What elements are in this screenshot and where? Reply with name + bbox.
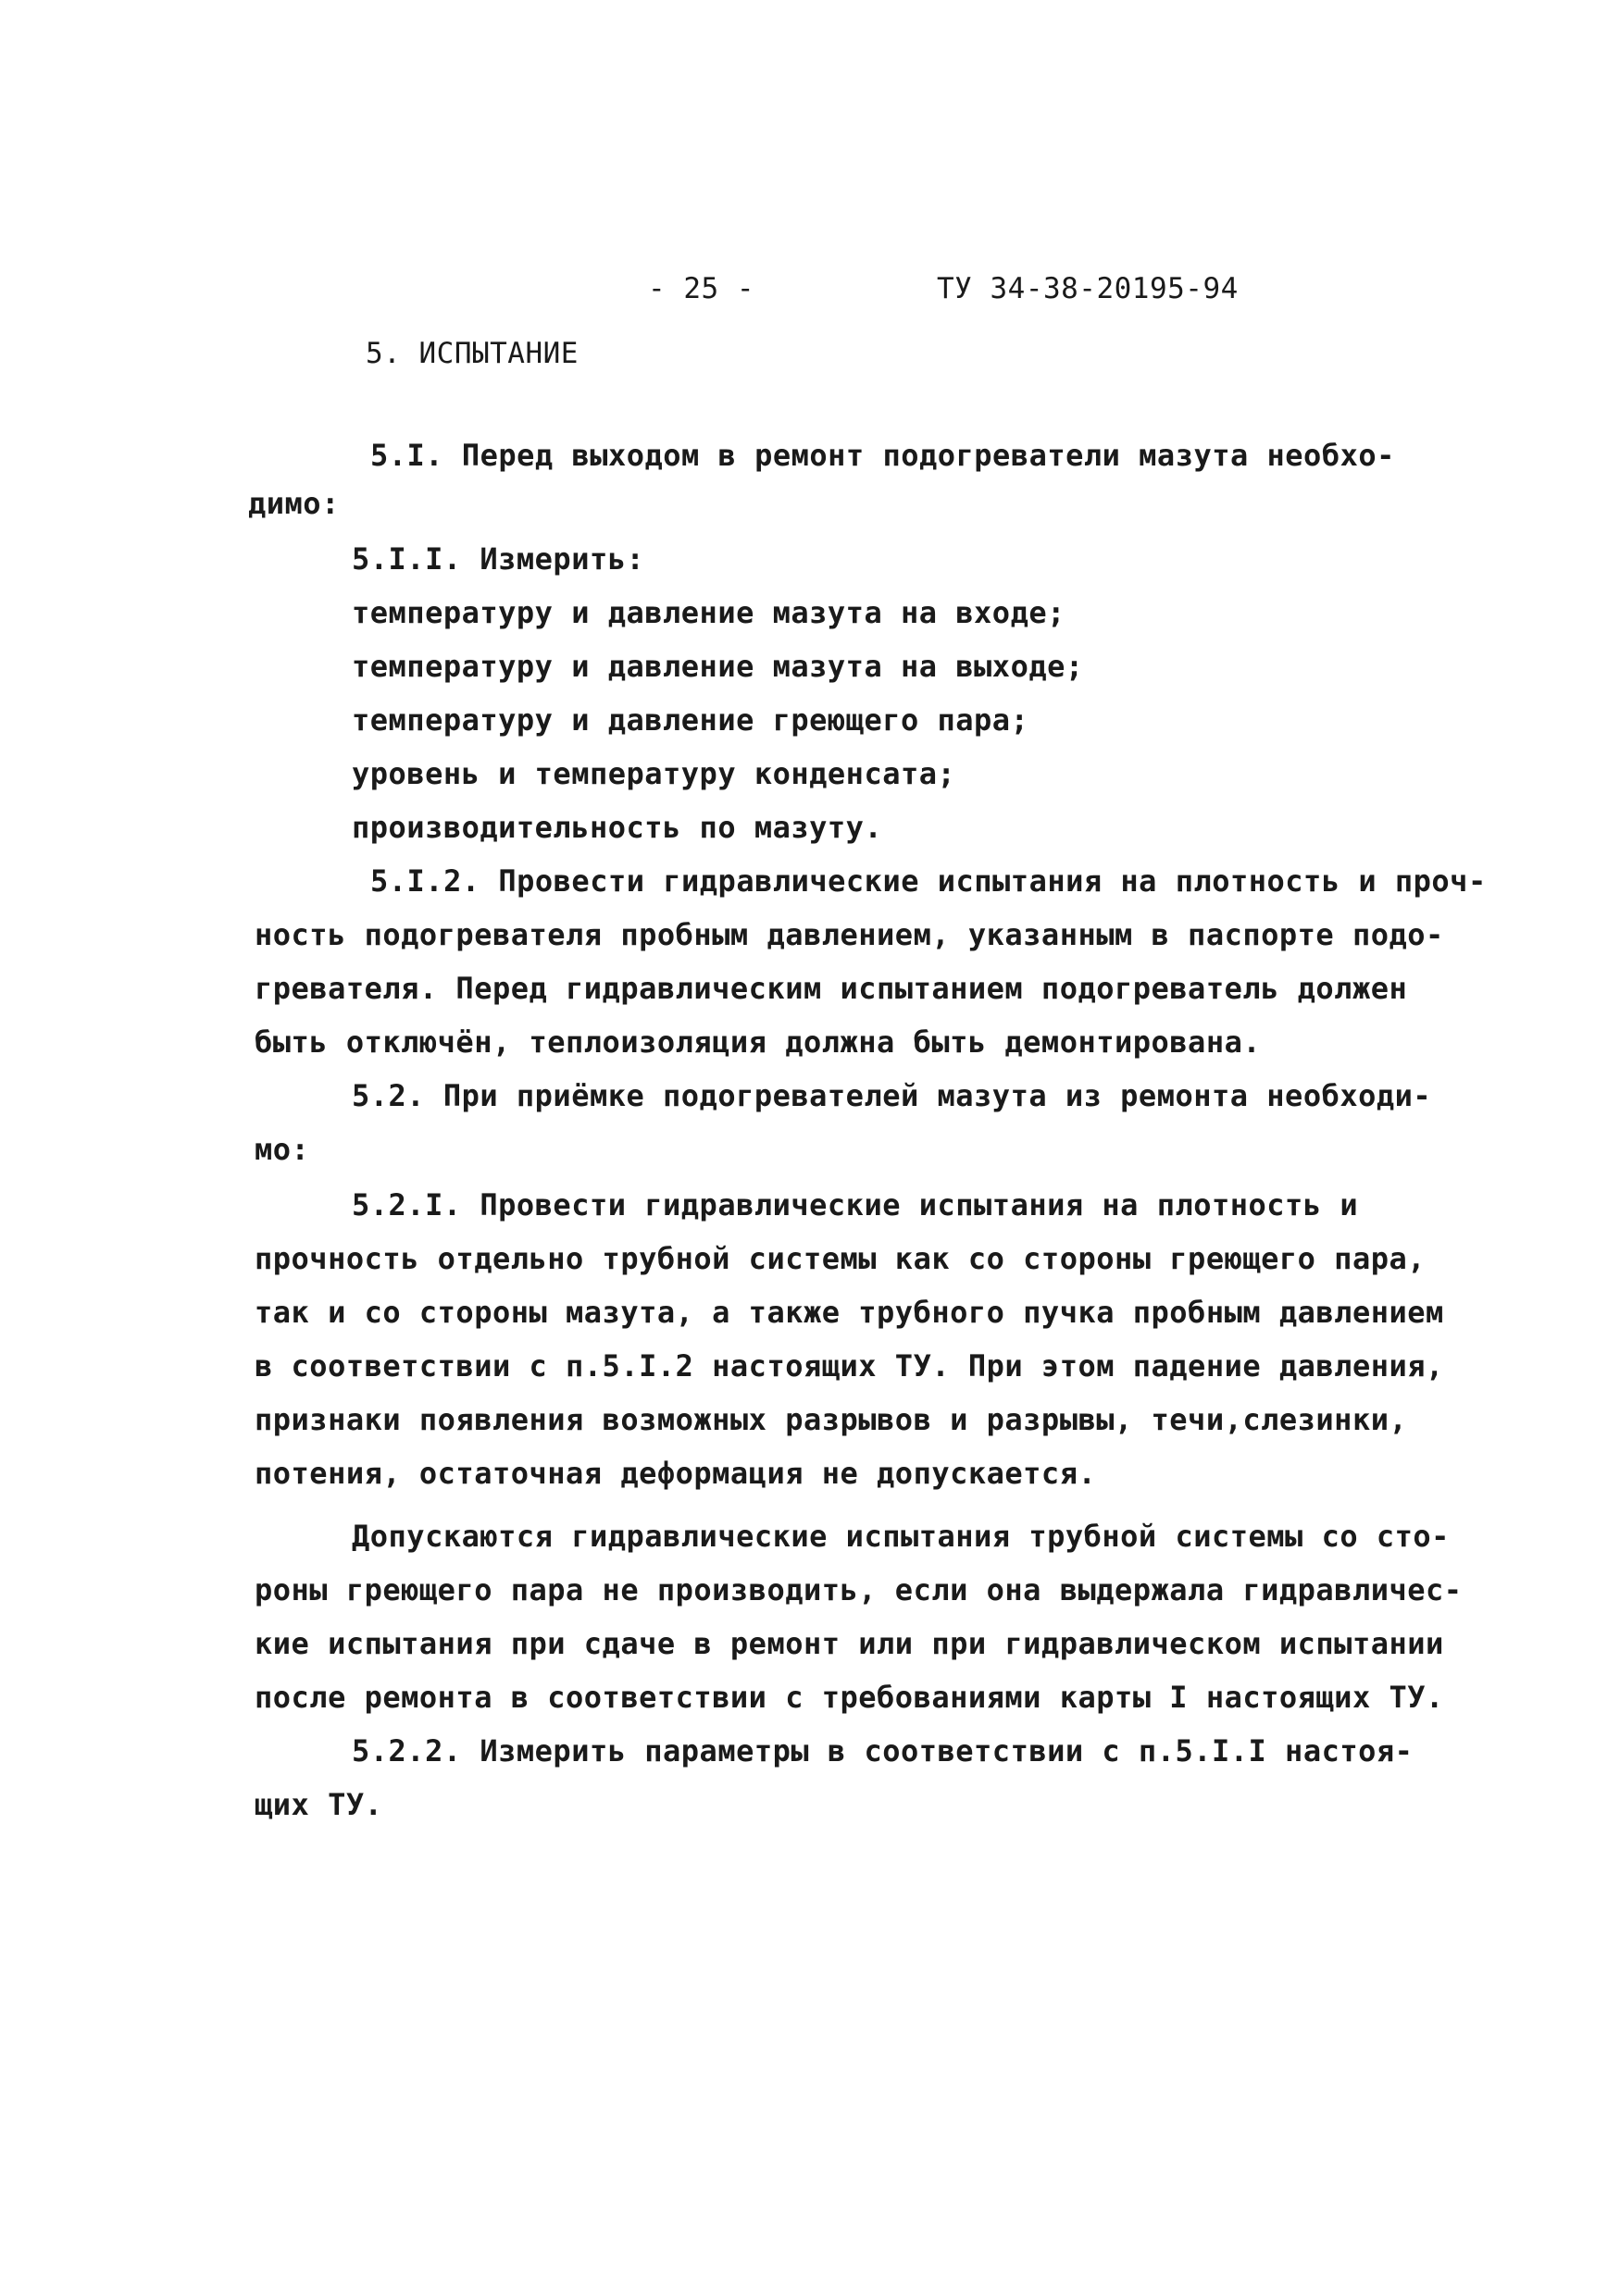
text-line: гревателя. Перед гидравлическим испытанием подогреватель должен — [255, 971, 1408, 1006]
text-line: быть отключён, теплоизоляция должна быть демонтирована. — [255, 1024, 1262, 1060]
text-line: признаки появления возможных разрывов и разрывы, течи,слезинки, — [255, 1402, 1408, 1437]
text-line: кие испытания при сдаче в ремонт или при гидравлическом испытании — [255, 1626, 1444, 1661]
text-line: 5.2. При приёмке подогревателей мазута из ремонта необходи- — [352, 1078, 1432, 1113]
text-line: потения, остаточная деформация не допускается. — [255, 1456, 1097, 1491]
text-line: производительность по мазуту. — [352, 810, 883, 845]
text-line: температуру и давление мазута на входе; — [352, 595, 1065, 630]
text-line: уровень и температуру конденсата; — [352, 756, 956, 791]
page-number: - 25 - — [648, 272, 754, 305]
text-line: 5.2.I. Провести гидравлические испытания на плотность и — [352, 1187, 1359, 1222]
text-line: так и со стороны мазута, а также трубного пучка пробным давлением — [255, 1295, 1444, 1330]
text-line: ность подогревателя пробным давлением, указанным в паспорте подо- — [255, 917, 1444, 952]
document-code: ТУ 34-38-20195-94 — [937, 272, 1239, 305]
text-line: щих ТУ. — [255, 1787, 383, 1822]
text-line: 5.I.2. Провести гидравлические испытания на плотность и проч- — [370, 863, 1487, 899]
text-line: температуру и давление мазута на выходе; — [352, 649, 1084, 684]
text-line: 5.2.2. Измерить параметры в соответствии с п.5.I.I настоя- — [352, 1733, 1414, 1769]
text-line: мо: — [255, 1132, 310, 1167]
text-line: Допускаются гидравлические испытания трубной системы со сто- — [352, 1519, 1450, 1554]
text-line: роны греющего пара не производить, если она выдержала гидравличес- — [255, 1572, 1463, 1607]
text-line: прочность отдельно трубной системы как со стороны греющего пара, — [255, 1241, 1426, 1276]
text-line: димо: — [248, 486, 340, 521]
text-line: после ремонта в соответствии с требованиями карты I настоящих ТУ. — [255, 1680, 1444, 1715]
text-line: в соответствии с п.5.I.2 настоящих ТУ. При этом падение давления, — [255, 1348, 1444, 1384]
text-line: 5.I. Перед выходом в ремонт подогреватели мазута необхо- — [370, 438, 1395, 473]
section-title: 5. ИСПЫТАНИЕ — [366, 337, 579, 370]
text-line: температуру и давление греющего пара; — [352, 702, 1029, 738]
text-line: 5.I.I. Измерить: — [352, 541, 645, 577]
